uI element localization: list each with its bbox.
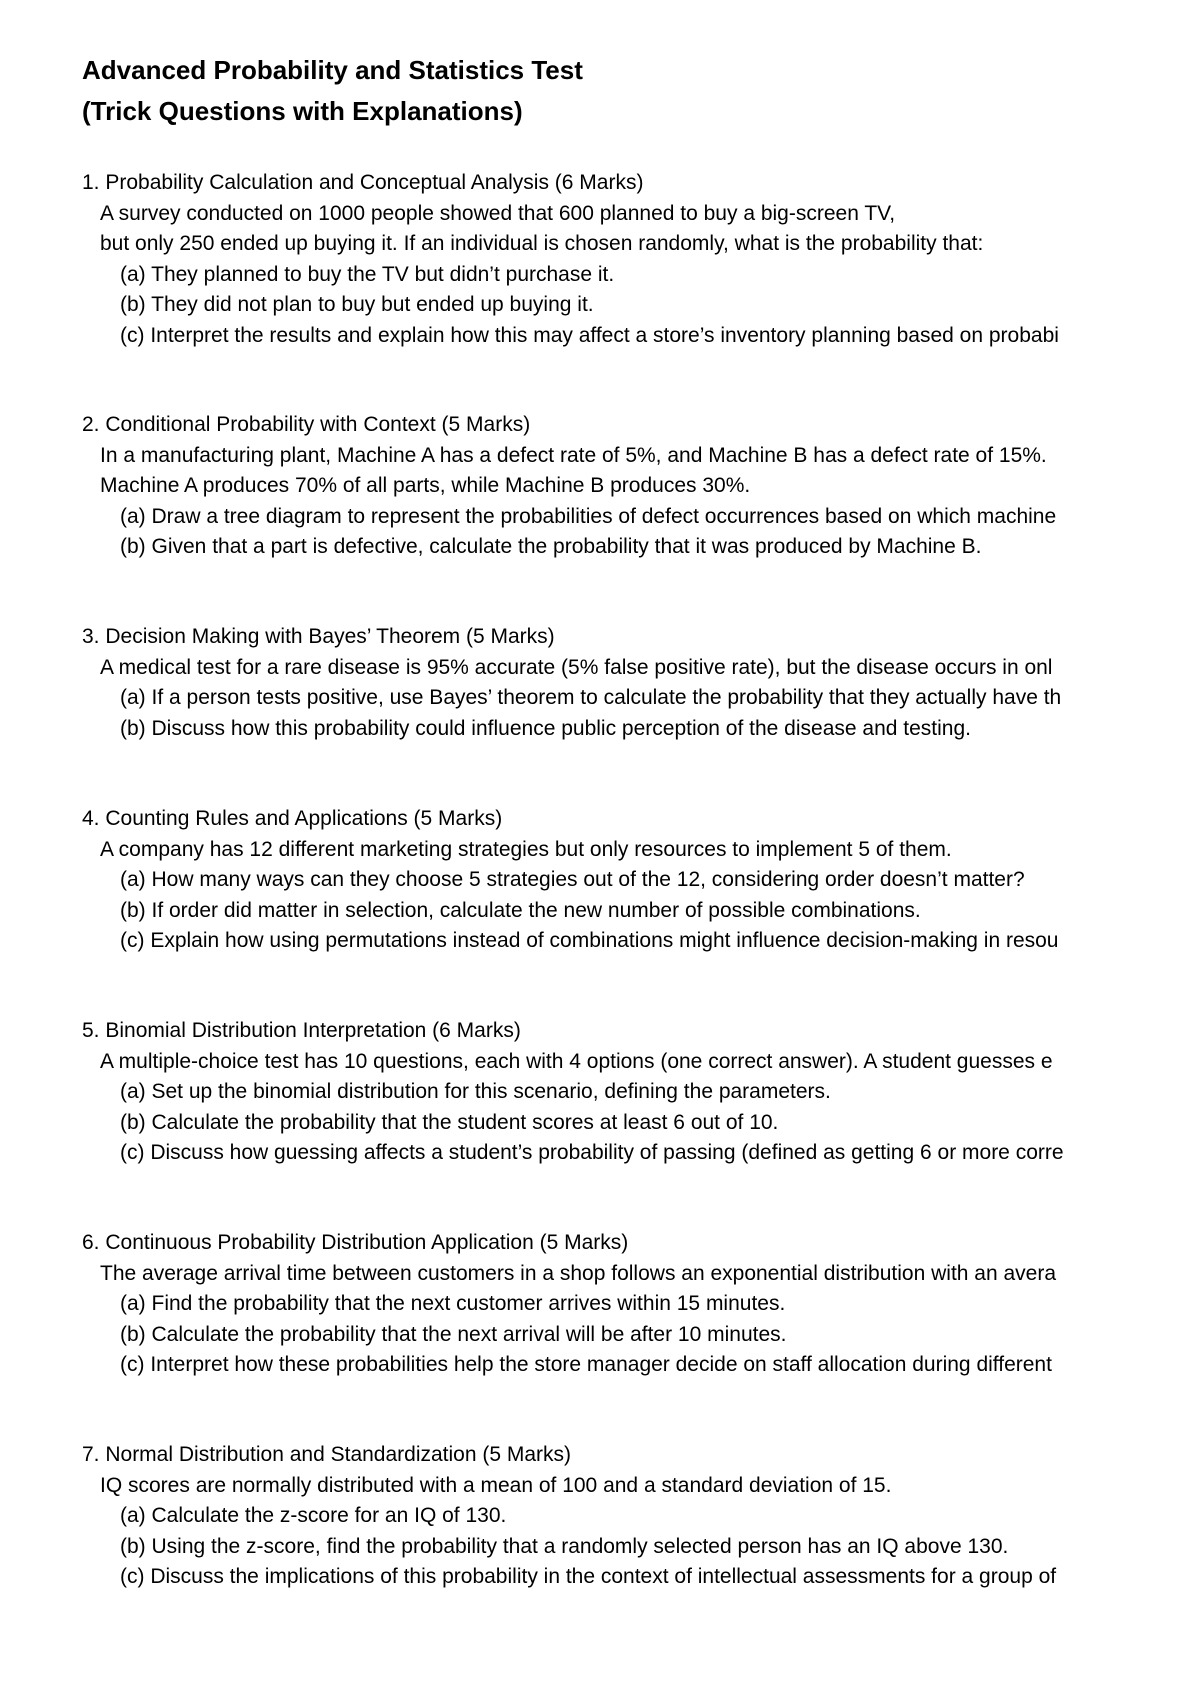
question-text: Machine A produces 70% of all parts, while Machine B produces 30%. bbox=[100, 474, 751, 498]
question-text: The average arrival time between customers in a shop follows an exponential distribution with an avera bbox=[100, 1261, 1057, 1285]
question-part-a: (a) Draw a tree diagram to represent the probabilities of defect occurrences based on which machine bbox=[120, 504, 1057, 528]
question-part-c: (c) Explain how using permutations instead of combinations might influence decision-making in resou bbox=[120, 929, 1059, 953]
question-part-b: (b) They did not plan to buy but ended up buying it. bbox=[120, 293, 594, 317]
question-part-b: (b) Calculate the probability that the student scores at least 6 out of 10. bbox=[120, 1110, 779, 1134]
question-4 bbox=[0, 804, 1200, 957]
question-heading: 2. Conditional Probability with Context (5 Marks) bbox=[82, 413, 531, 436]
question-text: but only 250 ended up buying it. If an individual is chosen randomly, what is the probability that: bbox=[100, 232, 984, 256]
question-heading: 7. Normal Distribution and Standardization (5 Marks) bbox=[82, 1443, 572, 1466]
question-5 bbox=[0, 1016, 1200, 1169]
question-heading: 5. Binomial Distribution Interpretation (6 Marks) bbox=[82, 1019, 521, 1042]
question-part-a: (a) They planned to buy the TV but didn’t purchase it. bbox=[120, 262, 615, 286]
question-part-b: (b) Using the z-score, find the probability that a randomly selected person has an IQ above 130. bbox=[120, 1534, 1009, 1558]
question-part-b: (b) Discuss how this probability could influence public perception of the disease and testing. bbox=[120, 716, 971, 740]
question-text: A multiple-choice test has 10 questions, each with 4 options (one correct answer). A student guesses e bbox=[100, 1049, 1053, 1073]
question-part-a: (a) If a person tests positive, use Bayes’ theorem to calculate the probability that they actually have th bbox=[120, 686, 1062, 710]
question-heading: 6. Continuous Probability Distribution Application (5 Marks) bbox=[82, 1231, 629, 1254]
question-heading: 3. Decision Making with Bayes’ Theorem (5 Marks) bbox=[82, 625, 555, 648]
question-2 bbox=[0, 410, 1200, 563]
question-part-a: (a) Find the probability that the next customer arrives within 15 minutes. bbox=[120, 1292, 786, 1316]
question-part-b: (b) If order did matter in selection, calculate the new number of possible combinations. bbox=[120, 898, 921, 922]
question-part-a: (a) How many ways can they choose 5 strategies out of the 12, considering order doesn’t matter? bbox=[120, 868, 1025, 892]
question-text: A company has 12 different marketing strategies but only resources to implement 5 of them. bbox=[100, 837, 952, 861]
question-text: A medical test for a rare disease is 95% accurate (5% false positive rate), but the disease occurs in onl bbox=[100, 655, 1053, 679]
document-title: Advanced Probability and Statistics Test bbox=[82, 55, 583, 85]
question-1 bbox=[0, 168, 1200, 352]
question-text: In a manufacturing plant, Machine A has a defect rate of 5%, and Machine B has a defect rate of 15%. bbox=[100, 443, 1047, 467]
question-part-a: (a) Calculate the z-score for an IQ of 130. bbox=[120, 1504, 507, 1528]
document-subtitle: (Trick Questions with Explanations) bbox=[82, 96, 523, 126]
question-part-b: (b) Given that a part is defective, calculate the probability that it was produced by Machine B. bbox=[120, 535, 982, 559]
question-text: IQ scores are normally distributed with a mean of 100 and a standard deviation of 15. bbox=[100, 1473, 892, 1497]
question-part-c: (c) Interpret how these probabilities help the store manager decide on staff allocation during different bbox=[120, 1353, 1052, 1377]
question-text: A survey conducted on 1000 people showed that 600 planned to buy a big-screen TV, bbox=[100, 201, 896, 225]
question-heading: 1. Probability Calculation and Conceptual Analysis (6 Marks) bbox=[82, 171, 644, 194]
question-part-c: (c) Discuss the implications of this probability in the context of intellectual assessments for a group of bbox=[120, 1565, 1057, 1589]
question-7 bbox=[0, 1440, 1200, 1593]
question-part-c: (c) Discuss how guessing affects a student’s probability of passing (defined as getting 6 or more corre bbox=[120, 1141, 1064, 1165]
question-part-a: (a) Set up the binomial distribution for this scenario, defining the parameters. bbox=[120, 1080, 831, 1104]
question-3 bbox=[0, 622, 1200, 744]
question-part-c: (c) Interpret the results and explain how this may affect a store’s inventory planning based on probabi bbox=[120, 323, 1059, 347]
question-heading: 4. Counting Rules and Applications (5 Marks) bbox=[82, 807, 503, 830]
question-6 bbox=[0, 1228, 1200, 1381]
question-part-b: (b) Calculate the probability that the next arrival will be after 10 minutes. bbox=[120, 1322, 787, 1346]
